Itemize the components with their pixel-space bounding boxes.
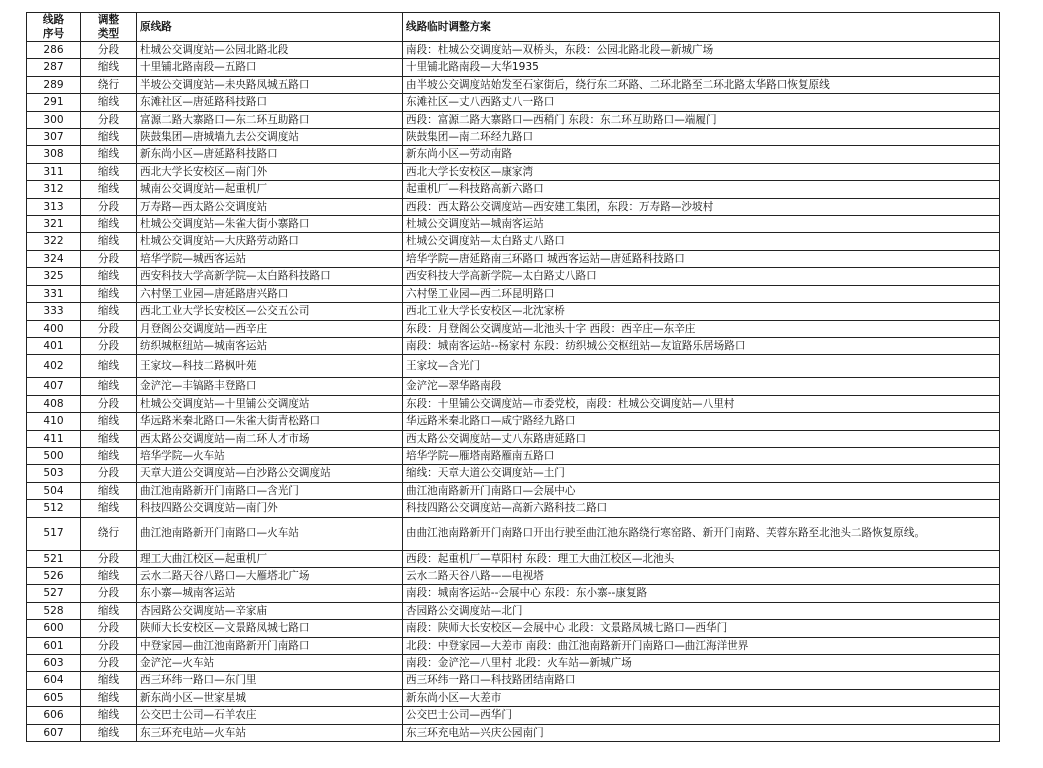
cell-original-route: 培华学院—火车站 [137, 447, 403, 464]
cell-adjust-type: 缩线 [81, 413, 137, 430]
table-row [27, 482, 1000, 499]
cell-temp-plan: 公交巴士公司—西华门 [403, 707, 1000, 724]
table-row [27, 430, 1000, 447]
cell-original-route: 西北大学长安校区—南门外 [137, 163, 403, 180]
cell-route-no: 324 [27, 250, 81, 267]
cell-temp-plan: 西段：富源二路大寨路口—西稍门 东段：东二环互助路口—端履门 [403, 111, 1000, 128]
cell-original-route: 东小寨—城南客运站 [137, 585, 403, 602]
table-row [27, 620, 1000, 637]
header-temp-plan: 线路临时调整方案 [403, 13, 1000, 42]
cell-original-route: 杜城公交调度站—朱雀大街小寨路口 [137, 216, 403, 233]
cell-temp-plan: 云水二路天谷八路——电视塔 [403, 567, 1000, 584]
cell-temp-plan: 新东尚小区—劳动南路 [403, 146, 1000, 163]
cell-adjust-type: 缩线 [81, 355, 137, 378]
cell-adjust-type: 缩线 [81, 94, 137, 111]
cell-temp-plan: 十里铺北路南段—大华1935 [403, 59, 1000, 76]
cell-adjust-type: 分段 [81, 637, 137, 654]
table-row [27, 42, 1000, 59]
cell-original-route: 新东尚小区—世家星城 [137, 689, 403, 706]
table-row [27, 76, 1000, 93]
cell-route-no: 312 [27, 181, 81, 198]
cell-original-route: 杜城公交调度站—十里铺公交调度站 [137, 395, 403, 412]
cell-temp-plan: 曲江池南路新开门南路口—会展中心 [403, 482, 1000, 499]
table-row [27, 550, 1000, 567]
cell-original-route: 天章大道公交调度站—白沙路公交调度站 [137, 465, 403, 482]
cell-route-no: 287 [27, 59, 81, 76]
cell-route-no: 604 [27, 672, 81, 689]
table-row [27, 216, 1000, 233]
table-row [27, 355, 1000, 378]
table-row [27, 233, 1000, 250]
cell-route-no: 521 [27, 550, 81, 567]
cell-adjust-type: 缩线 [81, 602, 137, 619]
cell-original-route: 十里铺北路南段—五路口 [137, 59, 403, 76]
cell-route-no: 504 [27, 482, 81, 499]
cell-temp-plan: 西太路公交调度站—丈八东路唐延路口 [403, 430, 1000, 447]
table-row [27, 337, 1000, 354]
cell-route-no: 321 [27, 216, 81, 233]
cell-route-no: 331 [27, 285, 81, 302]
table-row [27, 500, 1000, 517]
cell-route-no: 308 [27, 146, 81, 163]
cell-route-no: 528 [27, 602, 81, 619]
cell-original-route: 半坡公交调度站—未央路凤城五路口 [137, 76, 403, 93]
cell-adjust-type: 分段 [81, 198, 137, 215]
table-row [27, 707, 1000, 724]
cell-original-route: 中登家园—曲江池南路新开门南路口 [137, 637, 403, 654]
cell-route-no: 605 [27, 689, 81, 706]
cell-original-route: 城南公交调度站—起重机厂 [137, 181, 403, 198]
cell-adjust-type: 缩线 [81, 672, 137, 689]
table-body [27, 42, 1000, 742]
route-adjustment-table [26, 12, 1000, 742]
cell-route-no: 311 [27, 163, 81, 180]
table-row [27, 672, 1000, 689]
cell-original-route: 公交巴士公司—石羊农庄 [137, 707, 403, 724]
cell-original-route: 华远路米秦北路口—朱雀大街青松路口 [137, 413, 403, 430]
header-adjust-type-label: 调整 类型 [97, 14, 120, 40]
cell-original-route: 金浐沱—火车站 [137, 655, 403, 672]
table-row [27, 94, 1000, 111]
cell-temp-plan: 培华学院—雁塔南路雁南五路口 [403, 447, 1000, 464]
cell-temp-plan: 由半坡公交调度站始发至石家街后，绕行东二环路、二环北路至二环北路太华路口恢复原线 [403, 76, 1000, 93]
cell-route-no: 300 [27, 111, 81, 128]
table-row [27, 395, 1000, 412]
cell-route-no: 325 [27, 268, 81, 285]
cell-adjust-type: 分段 [81, 337, 137, 354]
cell-temp-plan: 南段：金浐沱—八里村 北段：火车站—新城广场 [403, 655, 1000, 672]
cell-adjust-type: 分段 [81, 620, 137, 637]
cell-adjust-type: 缩线 [81, 447, 137, 464]
cell-route-no: 291 [27, 94, 81, 111]
cell-adjust-type: 分段 [81, 585, 137, 602]
cell-original-route: 理工大曲江校区—起重机厂 [137, 550, 403, 567]
cell-route-no: 601 [27, 637, 81, 654]
cell-adjust-type: 缩线 [81, 707, 137, 724]
cell-temp-plan: 东滩社区—丈八西路丈八一路口 [403, 94, 1000, 111]
table-row [27, 724, 1000, 741]
table-row [27, 585, 1000, 602]
cell-original-route: 曲江池南路新开门南路口—火车站 [137, 517, 403, 550]
table-row [27, 250, 1000, 267]
table-row [27, 517, 1000, 550]
header-route-no [27, 13, 81, 42]
table-row [27, 320, 1000, 337]
cell-original-route: 曲江池南路新开门南路口—含光门 [137, 482, 403, 499]
cell-adjust-type: 缩线 [81, 430, 137, 447]
cell-adjust-type: 分段 [81, 465, 137, 482]
cell-route-no: 603 [27, 655, 81, 672]
cell-route-no: 607 [27, 724, 81, 741]
cell-route-no: 307 [27, 129, 81, 146]
cell-temp-plan: 西北大学长安校区—康家湾 [403, 163, 1000, 180]
cell-temp-plan: 由曲江池南路新开门南路口开出行驶至曲江池东路绕行寒窑路、新开门南路、芙蓉东路至北池头二路恢复原线。 [403, 517, 1000, 550]
cell-temp-plan: 培华学院—唐延路南三环路口 城西客运站—唐延路科技路口 [403, 250, 1000, 267]
cell-temp-plan: 西段：西太路公交调度站—西安建工集团，东段：万寿路—沙坡村 [403, 198, 1000, 215]
cell-adjust-type: 分段 [81, 320, 137, 337]
table-row [27, 146, 1000, 163]
table-row [27, 303, 1000, 320]
cell-route-no: 411 [27, 430, 81, 447]
header-row [27, 13, 1000, 42]
cell-route-no: 322 [27, 233, 81, 250]
cell-temp-plan: 南段：城南客运站--杨家村 东段：纺织城公交枢纽站—友谊路乐居场路口 [403, 337, 1000, 354]
cell-original-route: 杜城公交调度站—大庆路劳动路口 [137, 233, 403, 250]
cell-original-route: 西安科技大学高新学院—太白路科技路口 [137, 268, 403, 285]
cell-adjust-type: 缩线 [81, 181, 137, 198]
cell-route-no: 503 [27, 465, 81, 482]
cell-temp-plan: 新东尚小区—大差市 [403, 689, 1000, 706]
cell-temp-plan: 西三环纬一路口—科技路团结南路口 [403, 672, 1000, 689]
table-row [27, 163, 1000, 180]
cell-adjust-type: 分段 [81, 550, 137, 567]
cell-route-no: 500 [27, 447, 81, 464]
cell-temp-plan: 西安科技大学高新学院—太白路丈八路口 [403, 268, 1000, 285]
cell-adjust-type: 缩线 [81, 268, 137, 285]
cell-original-route: 新东尚小区—唐延路科技路口 [137, 146, 403, 163]
cell-adjust-type: 缩线 [81, 500, 137, 517]
cell-adjust-type: 分段 [81, 395, 137, 412]
cell-original-route: 西太路公交调度站—南二环人才市场 [137, 430, 403, 447]
cell-adjust-type: 缩线 [81, 129, 137, 146]
table-row [27, 111, 1000, 128]
cell-original-route: 富源二路大寨路口—东二环互助路口 [137, 111, 403, 128]
cell-temp-plan: 北段：中登家园—大差市 南段：曲江池南路新开门南路口—曲江海洋世界 [403, 637, 1000, 654]
table-row [27, 413, 1000, 430]
cell-adjust-type: 缩线 [81, 163, 137, 180]
table-row [27, 268, 1000, 285]
cell-route-no: 400 [27, 320, 81, 337]
cell-temp-plan: 东段：月登阁公交调度站—北池头十字 西段：西辛庄—东辛庄 [403, 320, 1000, 337]
cell-route-no: 517 [27, 517, 81, 550]
cell-adjust-type: 缩线 [81, 482, 137, 499]
table-row [27, 465, 1000, 482]
cell-route-no: 402 [27, 355, 81, 378]
cell-route-no: 600 [27, 620, 81, 637]
cell-temp-plan: 南段：杜城公交调度站—双桥头，东段：公园北路北段—新城广场 [403, 42, 1000, 59]
table-row [27, 689, 1000, 706]
cell-temp-plan: 王家坟—含光门 [403, 355, 1000, 378]
header-adjust-type [81, 13, 137, 42]
cell-original-route: 万寿路—西太路公交调度站 [137, 198, 403, 215]
cell-original-route: 杜城公交调度站—公园北路北段 [137, 42, 403, 59]
cell-adjust-type: 分段 [81, 250, 137, 267]
cell-temp-plan: 杜城公交调度站—城南客运站 [403, 216, 1000, 233]
cell-temp-plan: 南段：陕师大长安校区—会展中心 北段：文景路凤城七路口—西华门 [403, 620, 1000, 637]
cell-route-no: 289 [27, 76, 81, 93]
cell-original-route: 金浐沱—丰镐路丰登路口 [137, 378, 403, 395]
table-row [27, 637, 1000, 654]
cell-temp-plan: 金浐沱—翠华路南段 [403, 378, 1000, 395]
cell-original-route: 陕师大长安校区—文景路凤城七路口 [137, 620, 403, 637]
cell-original-route: 东三环充电站—火车站 [137, 724, 403, 741]
cell-original-route: 培华学院—城西客运站 [137, 250, 403, 267]
cell-original-route: 云水二路天谷八路口—大雁塔北广场 [137, 567, 403, 584]
cell-original-route: 科技四路公交调度站—南门外 [137, 500, 403, 517]
cell-original-route: 六村堡工业园—唐延路唐兴路口 [137, 285, 403, 302]
cell-temp-plan: 东三环充电站—兴庆公园南门 [403, 724, 1000, 741]
cell-adjust-type: 分段 [81, 655, 137, 672]
cell-temp-plan: 缩线：天章大道公交调度站—土门 [403, 465, 1000, 482]
cell-temp-plan: 南段：城南客运站--会展中心 东段：东小寨--康复路 [403, 585, 1000, 602]
cell-adjust-type: 绕行 [81, 517, 137, 550]
table-row [27, 447, 1000, 464]
cell-temp-plan: 杜城公交调度站—太白路丈八路口 [403, 233, 1000, 250]
cell-route-no: 401 [27, 337, 81, 354]
cell-temp-plan: 西北工业大学长安校区—北沈家桥 [403, 303, 1000, 320]
table-row [27, 285, 1000, 302]
cell-original-route: 月登阁公交调度站—西辛庄 [137, 320, 403, 337]
cell-adjust-type: 分段 [81, 42, 137, 59]
table-row [27, 655, 1000, 672]
header-original-route: 原线路 [137, 13, 403, 42]
cell-adjust-type: 缩线 [81, 724, 137, 741]
header-route-no-label: 线路 序号 [42, 14, 65, 40]
cell-route-no: 313 [27, 198, 81, 215]
cell-route-no: 527 [27, 585, 81, 602]
cell-adjust-type: 绕行 [81, 76, 137, 93]
cell-route-no: 408 [27, 395, 81, 412]
table-row [27, 181, 1000, 198]
cell-route-no: 512 [27, 500, 81, 517]
cell-temp-plan: 杏园路公交调度站—北门 [403, 602, 1000, 619]
cell-original-route: 西北工业大学长安校区—公交五公司 [137, 303, 403, 320]
cell-route-no: 333 [27, 303, 81, 320]
table-row [27, 378, 1000, 395]
cell-adjust-type: 缩线 [81, 233, 137, 250]
cell-original-route: 杏园路公交调度站—辛家庙 [137, 602, 403, 619]
cell-adjust-type: 缩线 [81, 285, 137, 302]
cell-adjust-type: 缩线 [81, 146, 137, 163]
cell-temp-plan: 华远路米秦北路口—咸宁路经九路口 [403, 413, 1000, 430]
cell-original-route: 陕鼓集团—唐城墙九去公交调度站 [137, 129, 403, 146]
table-row [27, 129, 1000, 146]
cell-route-no: 526 [27, 567, 81, 584]
cell-adjust-type: 缩线 [81, 378, 137, 395]
cell-temp-plan: 东段：十里铺公交调度站—市委党校，南段：杜城公交调度站—八里村 [403, 395, 1000, 412]
table-row [27, 602, 1000, 619]
cell-temp-plan: 科技四路公交调度站—高新六路科技二路口 [403, 500, 1000, 517]
cell-temp-plan: 六村堡工业园—西二环昆明路口 [403, 285, 1000, 302]
cell-original-route: 西三环纬一路口—东门里 [137, 672, 403, 689]
cell-route-no: 286 [27, 42, 81, 59]
cell-temp-plan: 陕鼓集团—南二环经九路口 [403, 129, 1000, 146]
cell-temp-plan: 起重机厂—科技路高新六路口 [403, 181, 1000, 198]
cell-original-route: 王家坟—科技二路枫叶苑 [137, 355, 403, 378]
cell-adjust-type: 缩线 [81, 59, 137, 76]
cell-temp-plan: 西段：起重机厂—草阳村 东段：理工大曲江校区—北池头 [403, 550, 1000, 567]
cell-route-no: 410 [27, 413, 81, 430]
cell-adjust-type: 缩线 [81, 216, 137, 233]
table-header [27, 13, 1000, 42]
table-row [27, 567, 1000, 584]
cell-original-route: 纺织城枢纽站—城南客运站 [137, 337, 403, 354]
cell-route-no: 407 [27, 378, 81, 395]
table-row [27, 198, 1000, 215]
cell-adjust-type: 缩线 [81, 567, 137, 584]
cell-route-no: 606 [27, 707, 81, 724]
cell-adjust-type: 缩线 [81, 303, 137, 320]
cell-original-route: 东滩社区—唐延路科技路口 [137, 94, 403, 111]
cell-adjust-type: 缩线 [81, 689, 137, 706]
cell-adjust-type: 分段 [81, 111, 137, 128]
table-row [27, 59, 1000, 76]
